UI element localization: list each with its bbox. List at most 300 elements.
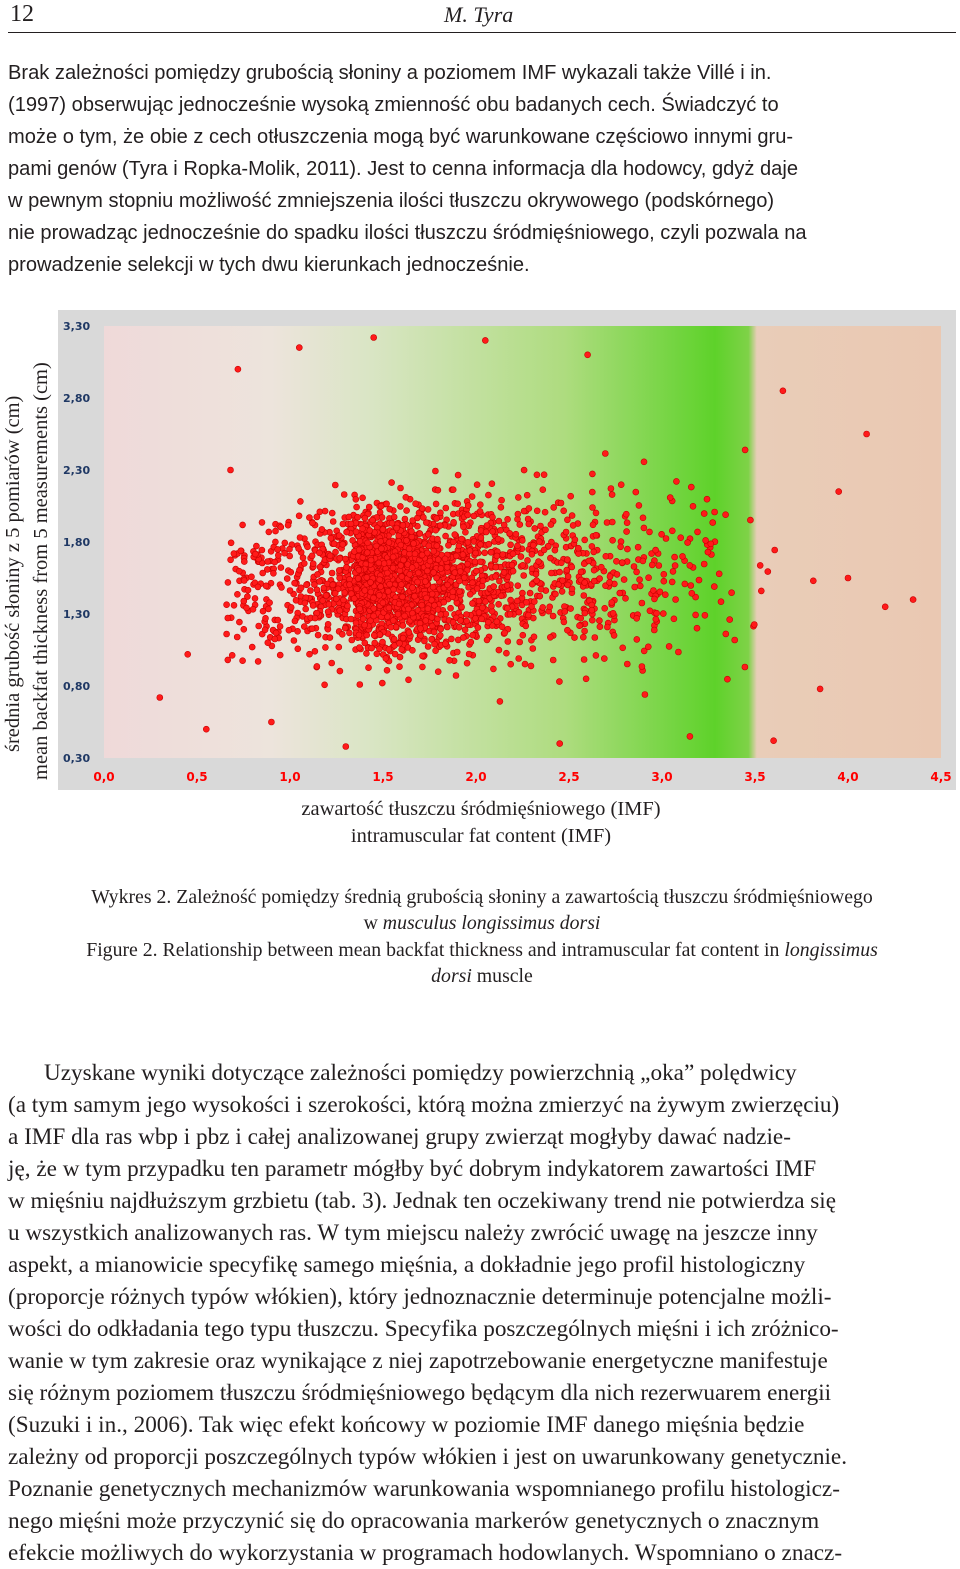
data-point (337, 575, 343, 581)
data-point (425, 531, 431, 537)
data-point (531, 634, 537, 640)
data-point (437, 510, 443, 516)
caption-english-muscle-1: longissimus (784, 939, 878, 961)
data-point (442, 556, 448, 562)
data-point (231, 551, 237, 557)
data-point (448, 636, 454, 642)
data-point (429, 591, 435, 597)
data-point (564, 517, 570, 523)
data-point (447, 657, 453, 663)
data-point (520, 562, 526, 568)
data-point (371, 613, 377, 619)
data-point (368, 579, 374, 585)
data-point (569, 564, 575, 570)
data-point (580, 634, 586, 640)
data-point (362, 515, 368, 521)
data-point (517, 639, 523, 645)
data-point (374, 651, 380, 657)
paragraph-line: wanie w tym zakresie oraz wynikające z niej zapotrzebowanie energetyczne manifestuje (8, 1348, 828, 1374)
data-point (409, 529, 415, 535)
data-point (332, 482, 338, 488)
data-point (387, 506, 393, 512)
data-point (498, 593, 504, 599)
data-point (322, 508, 328, 514)
data-point (758, 588, 764, 594)
data-point (185, 651, 191, 657)
data-point (602, 605, 608, 611)
data-point (228, 540, 234, 546)
data-point (521, 573, 527, 579)
data-point (272, 636, 278, 642)
data-point (323, 593, 329, 599)
data-point (365, 540, 371, 546)
data-point (371, 632, 377, 638)
data-point (582, 628, 588, 634)
data-point (494, 553, 500, 559)
data-point (312, 648, 318, 654)
data-point (435, 669, 441, 675)
data-point (570, 522, 576, 528)
data-point (316, 550, 322, 556)
data-point (347, 582, 353, 588)
data-point (498, 504, 504, 510)
data-point (356, 547, 362, 553)
data-point (485, 492, 491, 498)
data-point (426, 543, 432, 549)
data-point (651, 596, 657, 602)
data-point (710, 520, 716, 526)
data-point (225, 615, 231, 621)
data-point (462, 627, 468, 633)
data-point (530, 542, 536, 548)
data-point (581, 593, 587, 599)
data-point (266, 529, 272, 535)
data-point (537, 593, 543, 599)
data-point (453, 553, 459, 559)
data-point (645, 644, 651, 650)
data-point (326, 601, 332, 607)
data-point (467, 548, 473, 554)
data-point (484, 523, 490, 529)
data-point (228, 467, 234, 473)
data-point (356, 567, 362, 573)
data-point (780, 388, 786, 394)
data-point (424, 568, 430, 574)
data-point (362, 622, 368, 628)
data-point (317, 564, 323, 570)
data-point (267, 600, 273, 606)
data-point (336, 644, 342, 650)
paragraph-line: Uzyskane wyniki dotyczące zależności pomiędzy powierzchnią „oka” polędwicy (44, 1060, 797, 1086)
data-point (443, 533, 449, 539)
data-point (609, 600, 615, 606)
data-point (533, 571, 539, 577)
data-point (550, 657, 556, 663)
data-point (519, 590, 525, 596)
data-point (445, 542, 451, 548)
data-point (718, 599, 724, 605)
data-point (409, 585, 415, 591)
data-point (576, 551, 582, 557)
y-tick-label: 0,80 (63, 680, 91, 693)
data-point (690, 503, 696, 509)
data-point (639, 664, 645, 670)
data-point (360, 616, 366, 622)
data-point (278, 524, 284, 530)
data-point (236, 619, 242, 625)
data-point (342, 625, 348, 631)
data-point (371, 606, 377, 612)
data-point (434, 515, 440, 521)
data-point (367, 528, 373, 534)
data-point (505, 639, 511, 645)
data-point (409, 534, 415, 540)
data-point (421, 638, 427, 644)
data-point (255, 584, 261, 590)
data-point (471, 513, 477, 519)
x-tick-label: 1,0 (279, 770, 301, 784)
data-point (845, 575, 851, 581)
data-point (640, 558, 646, 564)
paragraph-line: aspekt, a mianowicie specyfikę samego mięśnia, a dokładnie jego profil histologiczny (8, 1252, 806, 1278)
data-point (337, 668, 343, 674)
data-point (682, 581, 688, 587)
data-point (601, 656, 607, 662)
data-point (522, 661, 528, 667)
data-point (340, 597, 346, 603)
paragraph-line: ję, że w tym przypadku ten parametr mógłby być dobrym indykatorem zawartości IMF (8, 1156, 817, 1182)
data-point (342, 556, 348, 562)
data-point (300, 555, 306, 561)
data-point (419, 602, 425, 608)
data-point (291, 638, 297, 644)
data-point (384, 570, 390, 576)
data-point (465, 503, 471, 509)
data-point (225, 579, 231, 585)
data-point (332, 590, 338, 596)
data-point (589, 489, 595, 495)
data-point (433, 501, 439, 507)
data-point (569, 586, 575, 592)
caption-english-muscle-2: dorsi (431, 965, 472, 987)
paragraph-line: Poznanie genetycznych mechanizmów warunkowania wspomnianego profilu histologicz- (8, 1476, 840, 1502)
data-point (532, 525, 538, 531)
data-point (285, 522, 291, 528)
data-point (378, 503, 384, 509)
data-point (297, 535, 303, 541)
data-point (653, 616, 659, 622)
data-point (456, 543, 462, 549)
data-point (589, 607, 595, 613)
data-point (751, 622, 757, 628)
data-point (637, 583, 643, 589)
data-point (589, 471, 595, 477)
data-point (513, 531, 519, 537)
data-point (362, 640, 368, 646)
data-point (327, 553, 333, 559)
data-point (342, 590, 348, 596)
data-point (636, 502, 642, 508)
data-point (526, 505, 532, 511)
data-point (507, 611, 513, 617)
data-point (817, 686, 823, 692)
data-point (490, 666, 496, 672)
data-point (397, 503, 403, 509)
data-point (412, 551, 418, 557)
data-point (229, 652, 235, 658)
data-point (256, 623, 262, 629)
data-point (517, 522, 523, 528)
data-point (651, 627, 657, 633)
data-point (315, 571, 321, 577)
data-point (477, 502, 483, 508)
data-point (493, 564, 499, 570)
data-point (552, 547, 558, 553)
data-point (467, 591, 473, 597)
data-point (510, 551, 516, 557)
data-point (364, 550, 370, 556)
y-tick-label: 1,30 (63, 608, 91, 621)
data-point (623, 511, 629, 517)
data-point (412, 593, 418, 599)
data-point (386, 605, 392, 611)
paragraph-line: pami genów (Tyra i Ropka-Molik, 2011). Jest to cenna informacja dla hodowcy, gdyż daje (8, 158, 798, 180)
data-point (427, 558, 433, 564)
data-point (455, 472, 461, 478)
figure-caption-polish (30, 884, 934, 936)
data-point (406, 677, 412, 683)
data-point (509, 562, 515, 568)
data-point (398, 562, 404, 568)
data-point (477, 541, 483, 547)
data-point (502, 630, 508, 636)
data-point (641, 525, 647, 531)
data-point (444, 564, 450, 570)
data-point (534, 508, 540, 514)
data-point (468, 639, 474, 645)
data-point (377, 632, 383, 638)
data-point (333, 596, 339, 602)
data-point (490, 514, 496, 520)
data-point (484, 637, 490, 643)
data-point (701, 561, 707, 567)
data-point (460, 524, 466, 530)
data-point (772, 547, 778, 553)
data-point (604, 624, 610, 630)
data-point (480, 578, 486, 584)
data-point (252, 595, 258, 601)
data-point (457, 569, 463, 575)
data-point (376, 560, 382, 566)
data-point (277, 623, 283, 629)
data-point (298, 585, 304, 591)
data-point (397, 640, 403, 646)
data-point (618, 544, 624, 550)
data-point (344, 529, 350, 535)
data-point (451, 519, 457, 525)
data-point (452, 532, 458, 538)
data-point (491, 584, 497, 590)
data-point (415, 579, 421, 585)
data-point (387, 581, 393, 587)
data-point (400, 557, 406, 563)
data-point (379, 546, 385, 552)
data-point (399, 574, 405, 580)
data-point (400, 522, 406, 528)
data-point (270, 570, 276, 576)
data-point (501, 569, 507, 575)
data-point (450, 589, 456, 595)
data-point (354, 586, 360, 592)
x-tick-label: 2,0 (465, 770, 487, 784)
data-point (234, 591, 240, 597)
data-point (357, 682, 363, 688)
data-point (327, 635, 333, 641)
data-point (514, 598, 520, 604)
data-point (388, 624, 394, 630)
data-point (441, 599, 447, 605)
data-point (685, 540, 691, 546)
data-point (596, 618, 602, 624)
x-tick-label: 4,5 (930, 770, 952, 784)
data-point (597, 576, 603, 582)
data-point (505, 516, 511, 522)
data-point (711, 584, 717, 590)
data-point (430, 584, 436, 590)
data-point (558, 500, 564, 506)
data-point (429, 614, 435, 620)
data-point (724, 676, 730, 682)
data-point (244, 605, 250, 611)
x-tick-label: 2,5 (558, 770, 580, 784)
data-point (569, 513, 575, 519)
data-point (345, 603, 351, 609)
data-point (473, 550, 479, 556)
data-point (477, 508, 483, 514)
data-point (400, 635, 406, 641)
paragraph-2 (8, 1057, 956, 1569)
data-point (433, 648, 439, 654)
data-point (400, 594, 406, 600)
data-point (395, 611, 401, 617)
data-point (516, 656, 522, 662)
data-point (455, 501, 461, 507)
data-point (329, 660, 335, 666)
data-point (356, 632, 362, 638)
data-point (572, 635, 578, 641)
data-point (297, 567, 303, 573)
data-point (337, 608, 343, 614)
data-point (547, 604, 553, 610)
data-point (662, 592, 668, 598)
data-point (499, 624, 505, 630)
data-point (557, 741, 563, 747)
data-point (632, 584, 638, 590)
data-point (641, 459, 647, 465)
data-point (656, 563, 662, 569)
data-point (646, 575, 652, 581)
data-point (669, 528, 675, 534)
data-point (460, 552, 466, 558)
x-tick-label: 4,0 (837, 770, 859, 784)
data-point (466, 651, 472, 657)
data-point (398, 542, 404, 548)
data-point (520, 632, 526, 638)
data-point (415, 570, 421, 576)
paragraph-1 (8, 57, 956, 281)
data-point (432, 641, 438, 647)
data-point (317, 579, 323, 585)
data-point (444, 624, 450, 630)
data-point (422, 579, 428, 585)
data-point (438, 566, 444, 572)
data-point (403, 538, 409, 544)
data-point (380, 600, 386, 606)
data-point (687, 562, 693, 568)
data-point (496, 647, 502, 653)
data-point (366, 665, 372, 671)
data-point (330, 582, 336, 588)
data-point (238, 548, 244, 554)
data-point (540, 487, 546, 493)
data-point (340, 541, 346, 547)
data-point (469, 494, 475, 500)
data-point (456, 589, 462, 595)
data-point (343, 744, 349, 750)
data-point (454, 649, 460, 655)
data-point (336, 567, 342, 573)
data-point (241, 598, 247, 604)
data-point (469, 600, 475, 606)
data-point (585, 352, 591, 358)
data-point (423, 618, 429, 624)
data-point (360, 495, 366, 501)
data-point (551, 504, 557, 510)
data-point (364, 632, 370, 638)
data-point (224, 631, 230, 637)
data-point (669, 579, 675, 585)
data-point (336, 533, 342, 539)
data-point (405, 606, 411, 612)
paragraph-line: (proporcje różnych typów włókien), który jednoznacznie determinuje potencjalne możli- (8, 1284, 832, 1310)
data-point (661, 578, 667, 584)
data-point (346, 514, 352, 520)
data-point (642, 692, 648, 698)
data-point (771, 738, 777, 744)
data-point (394, 525, 400, 531)
data-point (582, 610, 588, 616)
data-point (503, 650, 509, 656)
data-point (296, 513, 302, 519)
data-point (273, 528, 279, 534)
data-point (389, 520, 395, 526)
data-point (623, 595, 629, 601)
data-point (469, 580, 475, 586)
data-point (556, 679, 562, 685)
data-point (431, 570, 437, 576)
data-point (297, 498, 303, 504)
data-point (350, 537, 356, 543)
data-point (577, 623, 583, 629)
data-point (563, 529, 569, 535)
data-point (486, 541, 492, 547)
data-point (331, 541, 337, 547)
data-point (482, 599, 488, 605)
data-point (402, 613, 408, 619)
data-point (583, 676, 589, 682)
data-point (560, 578, 566, 584)
data-point (483, 529, 489, 535)
